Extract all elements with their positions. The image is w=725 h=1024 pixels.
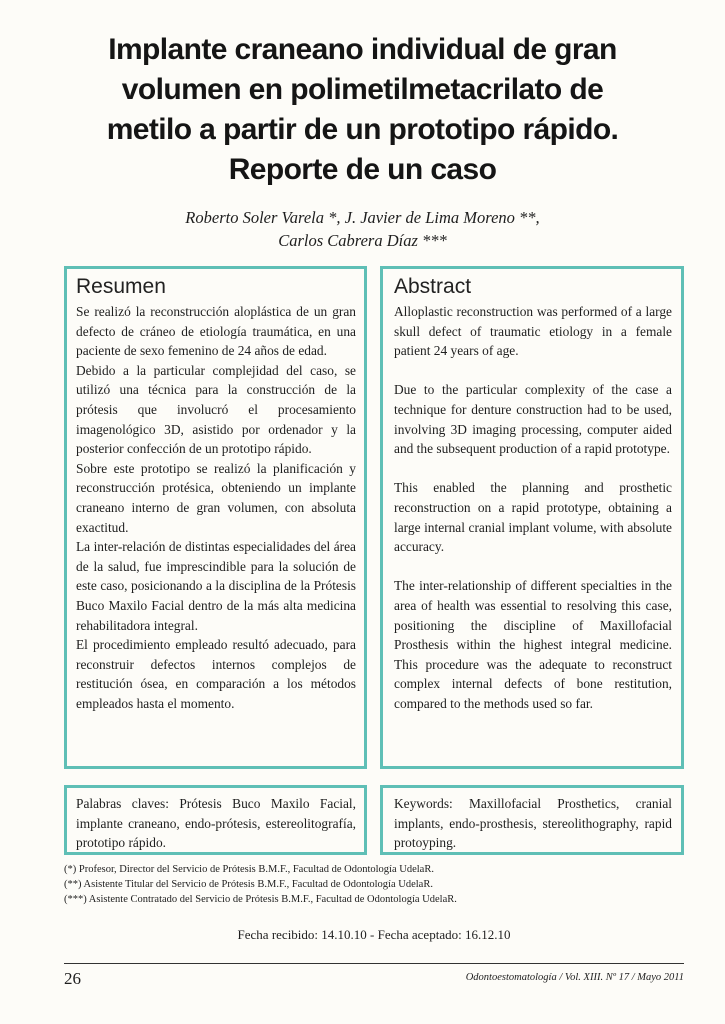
journal-citation: Odontoestomatología / Vol. XIII. Nº 17 / Mayo 2011 bbox=[465, 972, 684, 983]
footnote: (*) Profesor, Director del Servicio de Prótesis B.M.F., Facultad de Odontología UdelaR. bbox=[64, 864, 434, 875]
resumen-paragraph: La inter-relación de distintas especialidades del área de la salud, fue imprescindible para la solución de este caso, posicionando a la disciplina de la Prótesis Buco Maxilo Facial dentro de la más alta medicina rehabilitadora integral. bbox=[76, 539, 356, 633]
footer-rule bbox=[64, 963, 684, 964]
title-line: metilo a partir de un prototipo rápido. bbox=[106, 113, 619, 146]
authors-line: Roberto Soler Varela *, J. Javier de Lima Moreno **, bbox=[185, 208, 540, 227]
resumen-box bbox=[64, 266, 367, 769]
title-line: volumen en polimetilmetacrilato de bbox=[121, 73, 604, 106]
abstract-paragraph: The inter-relationship of different specialties in the area of health was essential to resolving this case, positioning the discipline of Maxillofacial Prosthesis within the highest integral medicine. This procedure was the adequate to reconstruct complex internal defects of bone restitution, compared to the methods used so far. bbox=[394, 578, 672, 711]
abstract-paragraph: Alloplastic reconstruction was performed of a large skull defect of traumatic etiology in a female patient 24 years of age. bbox=[394, 304, 672, 359]
resumen-paragraph: Debido a la particular complejidad del caso, se utilizó una técnica para la construcción de la prótesis que involucró el procesamiento imagenológico 3D, asistido por ordenador y la posterior confección de un prototipo rápido. bbox=[76, 362, 356, 457]
footnote: (***) Asistente Contratado del Servicio de Prótesis B.M.F., Facultad de Odontología UdelaR. bbox=[64, 894, 457, 905]
keywords-en-box bbox=[380, 785, 684, 855]
resumen-paragraph: El procedimiento empleado resultó adecuado, para reconstruir defectos internos complejos de restitución ósea, en comparación a los métodos empleados hasta el momento. bbox=[76, 637, 356, 711]
abstract-heading: Abstract bbox=[394, 275, 472, 298]
resumen-paragraph: Sobre este prototipo se realizó la planificación y reconstrucción protésica, obteniendo un implante craneano interno de gran volumen, con absoluta exactitud. bbox=[76, 460, 356, 535]
footnotes bbox=[64, 862, 684, 907]
page-number: 26 bbox=[64, 969, 81, 988]
abstract-box bbox=[380, 266, 684, 769]
abstract-paragraph: Due to the particular complexity of the case a technique for denture construction had to be used, involving 3D imaging processing, computer aided and the subsequent production of a rapid prototype. bbox=[394, 382, 672, 457]
authors bbox=[40, 206, 685, 252]
title-line: Implante craneano individual de gran bbox=[108, 33, 617, 66]
resumen-heading: Resumen bbox=[76, 275, 166, 298]
keywords-es-box bbox=[64, 785, 367, 855]
article-title bbox=[40, 30, 685, 190]
keywords-en: Keywords: Maxillofacial Prosthetics, cranial implants, endo-prosthesis, stereolithography, rapid protoyping. bbox=[394, 796, 672, 851]
abstract-paragraph: This enabled the planning and prosthetic reconstruction on a rapid prototype, obtaining a large internal cranial implant volume, with absolute accuracy. bbox=[394, 480, 672, 555]
received-accepted-dates: Fecha recibido: 14.10.10 - Fecha aceptado: 16.12.10 bbox=[237, 927, 511, 942]
keywords-es: Palabras claves: Prótesis Buco Maxilo Facial, implante craneano, endo-prótesis, estereolitografía, prototipo rápido. bbox=[76, 796, 356, 851]
title-line: Reporte de un caso bbox=[228, 153, 497, 186]
authors-line: Carlos Cabrera Díaz *** bbox=[278, 231, 447, 250]
footnote: (**) Asistente Titular del Servicio de Prótesis B.M.F., Facultad de Odontología UdelaR. bbox=[64, 879, 433, 890]
resumen-paragraph: Se realizó la reconstrucción aloplástica de un gran defecto de cráneo de etiología traumática, en una paciente de sexo femenino de 24 años de edad. bbox=[76, 304, 356, 359]
